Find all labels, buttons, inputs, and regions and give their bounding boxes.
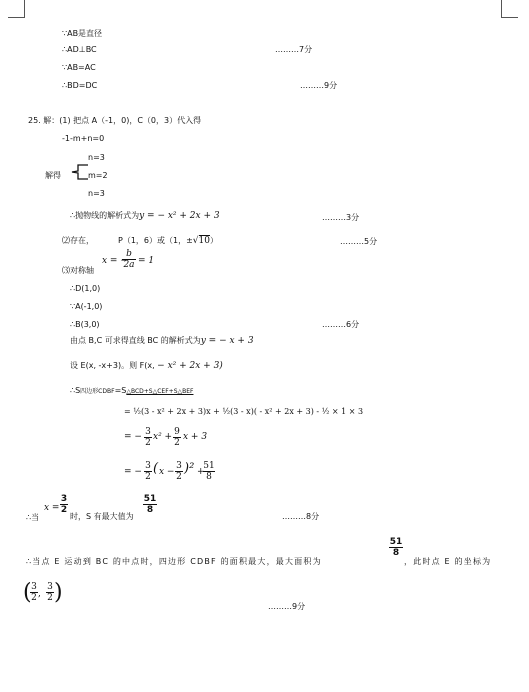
when-fraction: $\frac{3}{2}$ <box>60 494 68 515</box>
parabola-expression: y = − x² + 2x + 3 <box>139 211 220 221</box>
calc-line-1: = ½(3 - x² + 2x + 3)x + ½(3 - x)( - x² + 2x + 3) - ½ × 1 × 3 <box>124 407 364 416</box>
crop-mark-right-h <box>501 17 518 18</box>
when-x: x = <box>44 503 60 513</box>
q25-equation-2: n=3 <box>88 153 105 162</box>
crop-mark-left-h <box>8 17 25 18</box>
calc3-paren-close: )² <box>184 461 195 476</box>
point-b: ∴B(3,0) <box>70 320 100 329</box>
coord-paren-open: ( <box>23 580 32 605</box>
coord-comma: , <box>38 589 41 599</box>
axis-fraction: $\frac{b}{2a}$ <box>123 249 135 270</box>
axis-lhs: x = − <box>102 256 128 266</box>
proof-line-bd-eq-dc: ∴BD=DC <box>62 81 98 90</box>
line-bc-label: 由点 B,C 可求得直线 BC 的解析式为y = − x + 3 <box>70 336 254 346</box>
crop-mark-left-v <box>24 0 25 17</box>
proof-line-ad-perp-bc: ∴AD⊥BC <box>62 45 97 54</box>
calc3-plus: + <box>197 467 205 477</box>
calc3-frac-c: $\frac{51}{8}$ <box>203 461 215 482</box>
when-middle: 时，S 有最大值为 <box>70 512 134 521</box>
point-a: ∵A(-1,0) <box>70 302 103 311</box>
score-9-final: ………9分 <box>268 602 306 611</box>
max-value-fraction: $\frac{51}{8}$ <box>143 494 157 515</box>
axis-rhs: = 1 <box>138 256 155 266</box>
q25-heading: 25. 解：(1) 把点 A（-1，0)，C（0，3）代入得 <box>28 116 202 125</box>
point-f-expression: − x² + 2x + 3) <box>157 361 223 371</box>
calc2-x2: x² + <box>153 432 173 442</box>
calc-line-3: = − <box>124 467 142 477</box>
calc2-x3: x + 3 <box>183 432 208 442</box>
solve-label: 解得 <box>45 171 61 180</box>
q25-equation-1: -1-m+n=0 <box>62 134 105 143</box>
score-9-part1: ………9分 <box>300 81 338 90</box>
sqrt-radicand: 10 <box>198 236 210 246</box>
coord-paren-close: ) <box>54 580 63 605</box>
score-5: ………5分 <box>340 237 378 246</box>
part2-line: ⑵存在， P（1，6）或（1，±√10） <box>62 236 218 246</box>
score-7: ………7分 <box>275 45 313 54</box>
coord-x-fraction: $\frac{3}{2}$ <box>31 582 37 603</box>
calc3-x: x − <box>159 467 175 477</box>
proof-line-ab-diameter: ∵AB是直径 <box>62 29 103 38</box>
score-6: ………6分 <box>322 320 360 329</box>
score-3: ………3分 <box>322 213 360 222</box>
conclusion-text-a: ∴当点 E 运动到 BC 的中点时，四边形 CDBF 的面积最大，最大面积为 <box>26 557 322 566</box>
solution-m: m=2 <box>88 171 108 180</box>
calc3-paren-open: ( <box>153 461 159 476</box>
line-bc-expression: y = − x + 3 <box>200 336 254 346</box>
area-label: ∴S四边形CDBF=S△BCD+S△CEF+S△BEF <box>70 386 194 395</box>
point-d: ∴D(1,0) <box>70 284 101 293</box>
when-prefix: ∴当 <box>26 513 40 522</box>
calc3-frac-b: $\frac{3}{2}$ <box>176 461 182 482</box>
proof-line-ab-eq-ac: ∵AB=AC <box>62 63 96 72</box>
conclusion-text-b: ，此时点 E 的坐标为 <box>404 557 492 566</box>
part3-label: ⑶对称轴 <box>62 266 94 275</box>
crop-mark-right-v <box>501 0 502 17</box>
calc2-frac-b: $\frac{9}{2}$ <box>174 427 180 448</box>
brace-icon <box>70 163 90 181</box>
conclusion-fraction: $\frac{51}{8}$ <box>389 537 403 558</box>
point-e-label: 设 E(x, -x+3)。则 F(x, − x² + 2x + 3) <box>70 361 223 371</box>
calc2-frac-a: $\frac{3}{2}$ <box>145 427 151 448</box>
calc3-frac-a: $\frac{3}{2}$ <box>145 461 151 482</box>
calc-line-2: = − <box>124 432 142 442</box>
solution-n: n=3 <box>88 189 105 198</box>
parabola-label: ∴抛物线的解析式为y = − x² + 2x + 3 <box>70 211 220 221</box>
coord-y-fraction: $\frac{3}{2}$ <box>47 582 53 603</box>
score-8: ………8分 <box>282 512 320 521</box>
